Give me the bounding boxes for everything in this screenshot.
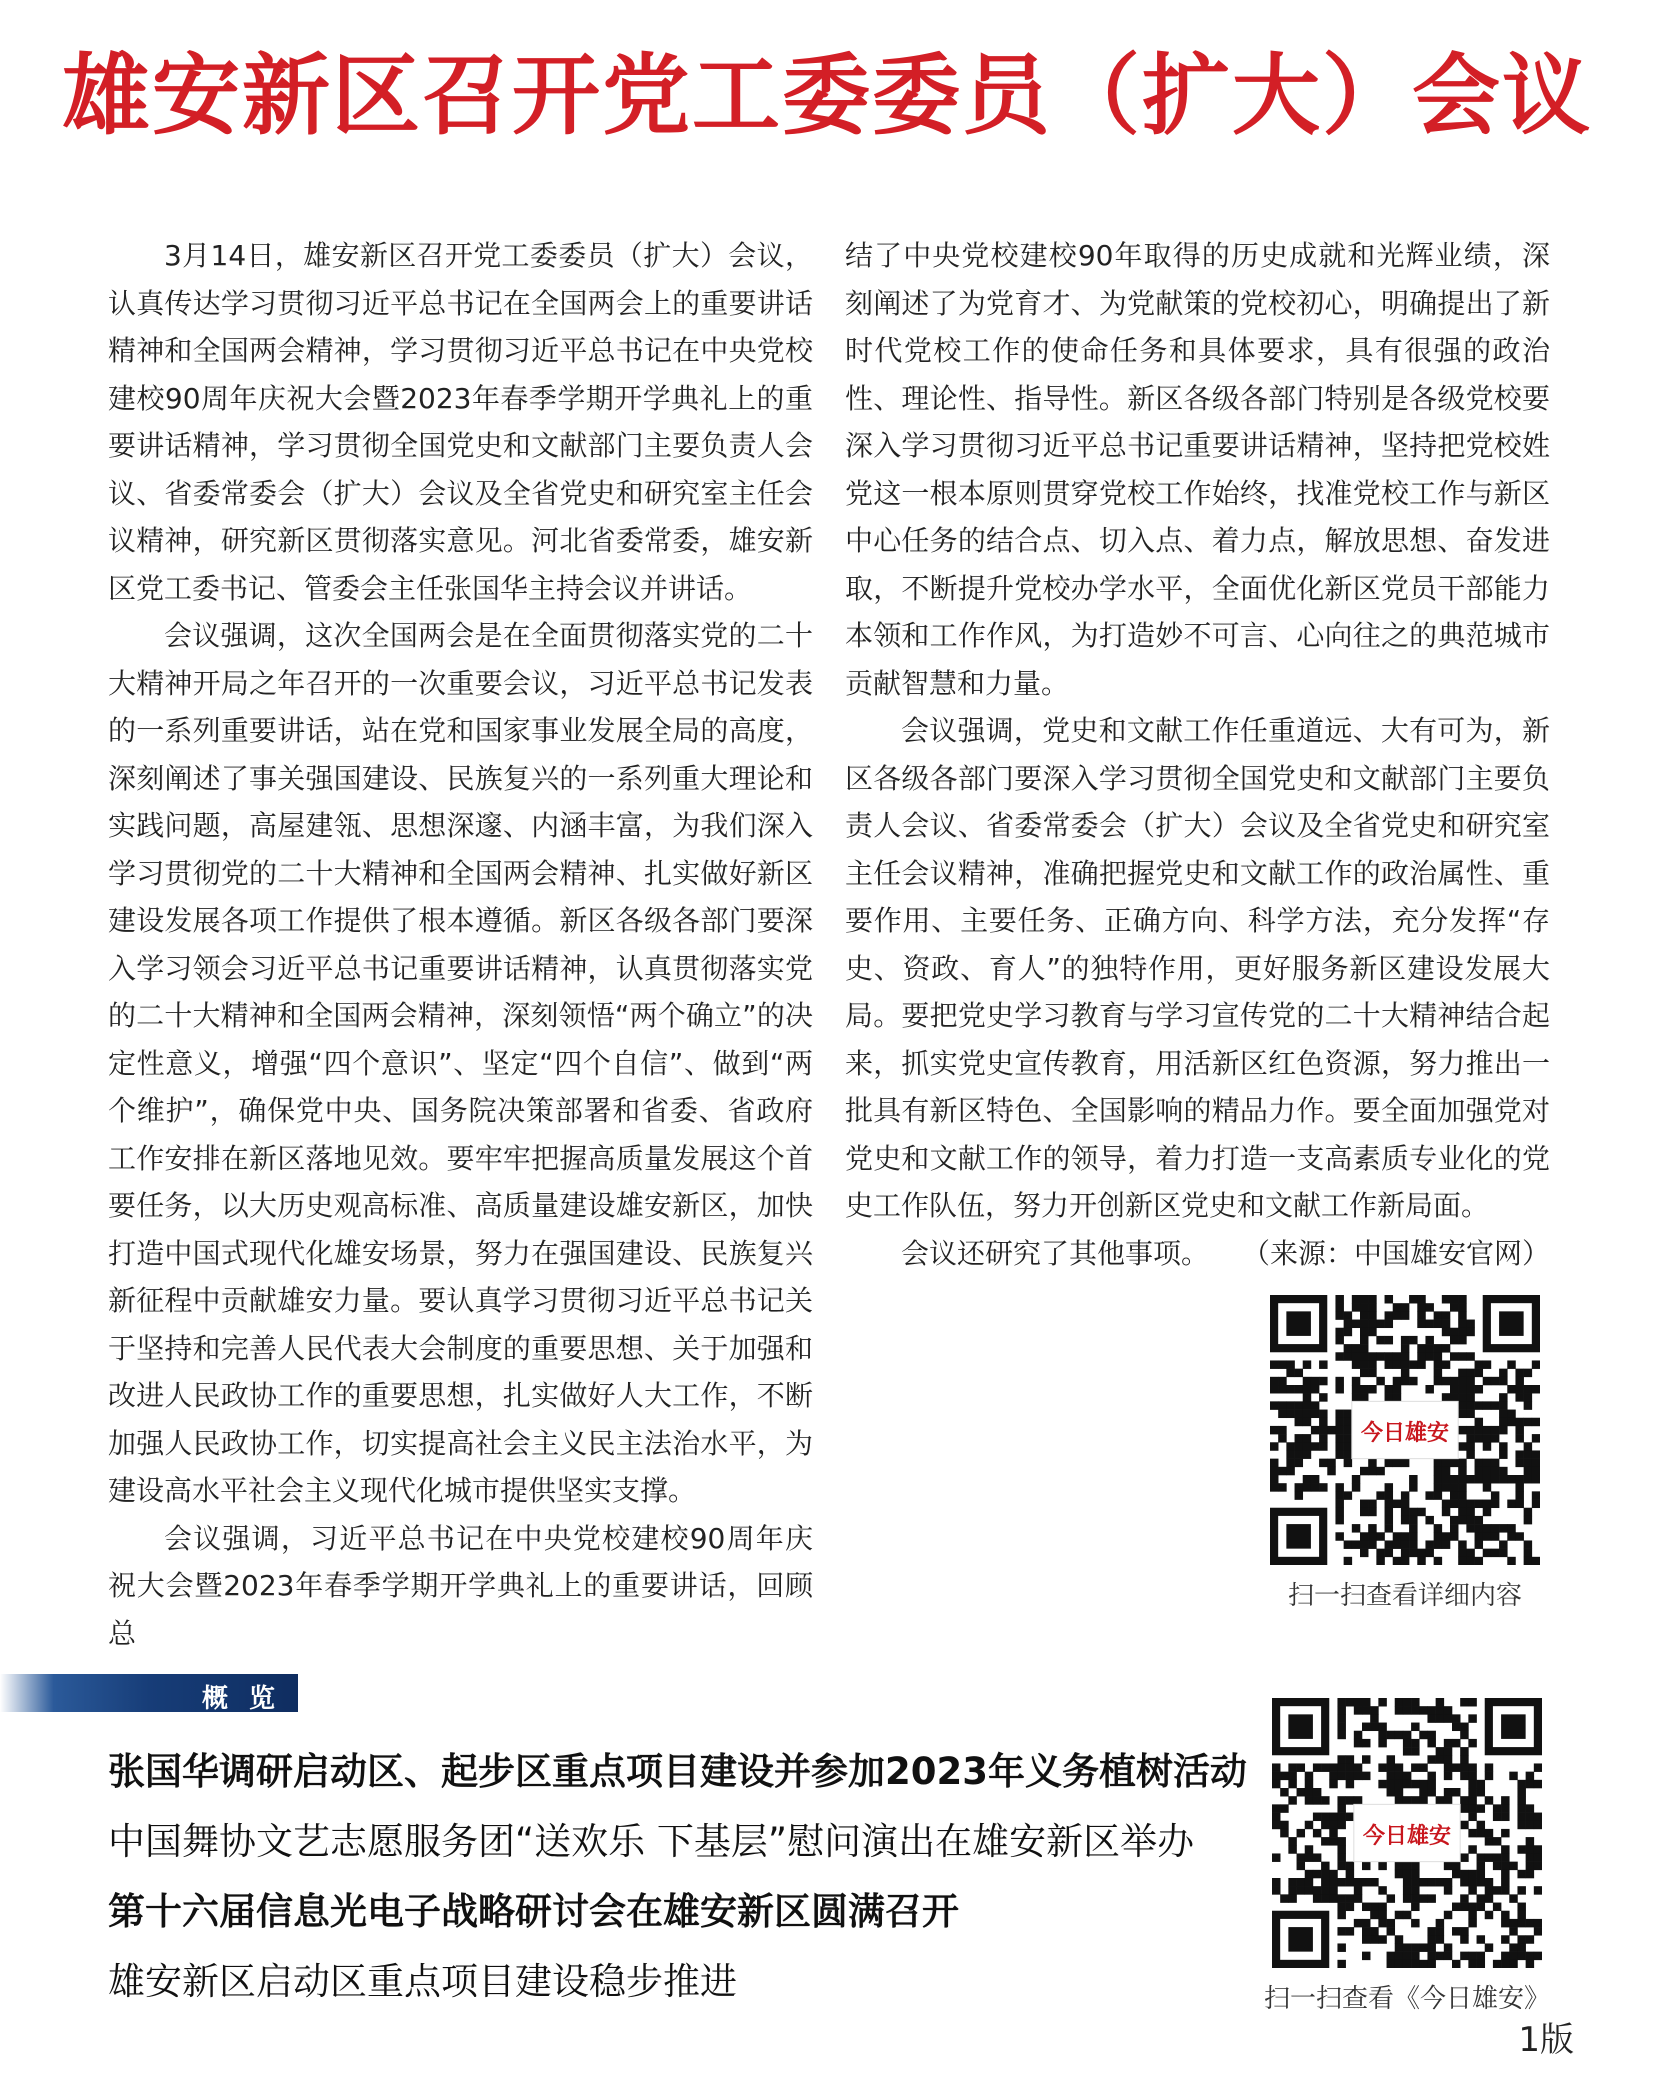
qr-caption: 扫一扫查看详细内容 bbox=[1287, 1581, 1522, 1611]
article-column-left bbox=[108, 232, 813, 1657]
headline-link[interactable]: 中国舞协文艺志愿服务团“送欢乐 下基层”慰问演出在雄安新区举办 bbox=[108, 1820, 1195, 1863]
page-number: 1版 bbox=[1518, 2020, 1574, 2060]
headline-link[interactable]: 张国华调研启动区、起步区重点项目建设并参加2023年义务植树活动 bbox=[108, 1750, 1247, 1793]
overview-headlines bbox=[108, 1748, 1258, 2028]
svg-text:今日雄安: 今日雄安 bbox=[1362, 1822, 1452, 1849]
overview-label-bar bbox=[0, 1674, 298, 1712]
qr-code-icon bbox=[1272, 1698, 1542, 1968]
article-paragraph: 3月14日，雄安新区召开党工委委员（扩大）会议，认真传达学习贯彻习近平总书记在全国两会上的重要讲话精神和全国两会精神，学习贯彻习近平总书记在中央党校建校90周年庆祝大会暨2023年春季学期开学典礼上的重要讲话精神，学习贯彻全国党史和文献部门主要负责人会议、省委常委会（扩大）会议及全省党史和研究室主任会议精神，研究新区贯彻落实意见。河北省委常委，雄安新区党工委书记、管委会主任张国华主持会议并讲话。 bbox=[108, 239, 813, 605]
closing-text: 会议还研究了其他事项。 bbox=[901, 1236, 1210, 1270]
overview-label: 概 览 bbox=[202, 1684, 282, 1714]
source-text: （来源：中国雄安官网） bbox=[1241, 1236, 1550, 1270]
headline-link[interactable]: 第十六届信息光电子战略研讨会在雄安新区圆满召开 bbox=[108, 1890, 959, 1933]
qr-caption: 扫一扫查看《今日雄安》 bbox=[1263, 1984, 1550, 2014]
article-paragraph: 结了中央党校建校90年取得的历史成就和光辉业绩，深刻阐述了为党育才、为党献策的党校初心，明确提出了新时代党校工作的使命任务和具体要求，具有很强的政治性、理论性、指导性。新区各级各部门特别是各级党校要深入学习贯彻习近平总书记重要讲话精神，坚持把党校姓党这一根本原则贯穿党校工作始终，找准党校工作与新区中心任务的结合点、切入点、着力点，解放思想、奋发进取，不断提升党校办学水平，全面优化新区党员干部能力本领和工作作风，为打造妙不可言、心向往之的典范城市贡献智慧和力量。 bbox=[845, 239, 1550, 700]
qr-code-detail[interactable] bbox=[1270, 1295, 1540, 1612]
qr-code-icon bbox=[1270, 1295, 1540, 1565]
article-paragraph: 会议强调，这次全国两会是在全面贯彻落实党的二十大精神开局之年召开的一次重要会议，习近平总书记发表的一系列重要讲话，站在党和国家事业发展全局的高度，深刻阐述了事关强国建设、民族复兴的一系列重大理论和实践问题，高屋建瓴、思想深邃、内涵丰富，为我们深入学习贯彻党的二十大精神和全国两会精神、扎实做好新区建设发展各项工作提供了根本遵循。新区各级各部门要深入学习领会习近平总书记重要讲话精神，认真贯彻落实党的二十大精神和全国两会精神，深刻领悟“两个确立”的决定性意义，增强“四个意识”、坚定“四个自信”、做到“两个维护”，确保党中央、国务院决策部署和省委、省政府工作安排在新区落地见效。要牢牢把握高质量发展这个首要任务，以大历史观高标准、高质量建设雄安新区，加快打造中国式现代化雄安场景，努力在强国建设、民族复兴新征程中贡献雄安力量。要认真学习贯彻习近平总书记关于坚持和完善人民代表大会制度的重要思想、关于加强和改进人民政协工作的重要思想，扎实做好人大工作，不断加强人民政协工作，切实提高社会主义民主法治水平，为建设高水平社会主义现代化城市提供坚实支撑。 bbox=[108, 619, 813, 1507]
closing-line bbox=[845, 1230, 1550, 1278]
headline-link[interactable]: 雄安新区启动区重点项目建设稳步推进 bbox=[108, 1960, 737, 2003]
qr-code-newspaper[interactable] bbox=[1262, 1698, 1552, 2015]
svg-text:今日雄安: 今日雄安 bbox=[1360, 1419, 1450, 1446]
article-column-right bbox=[845, 232, 1550, 1277]
article-paragraph: 会议强调，党史和文献工作任重道远、大有可为，新区各级各部门要深入学习贯彻全国党史和文献部门主要负责人会议、省委常委会（扩大）会议及全省党史和研究室主任会议精神，准确把握党史和文献工作的政治属性、重要作用、主要任务、正确方向、科学方法，充分发挥“存史、资政、育人”的独特作用，更好服务新区建设发展大局。要把党史学习教育与学习宣传党的二十大精神结合起来，抓实党史宣传教育，用活新区红色资源，努力推出一批具有新区特色、全国影响的精品力作。要全面加强党对党史和文献工作的领导，着力打造一支高素质专业化的党史工作队伍，努力开创新区党史和文献工作新局面。 bbox=[845, 714, 1550, 1222]
headline: 雄安新区召开党工委委员（扩大）会议 bbox=[61, 43, 1592, 147]
article-paragraph: 会议强调，习近平总书记在中央党校建校90周年庆祝大会暨2023年春季学期开学典礼上的重要讲话，回顾总 bbox=[108, 1521, 813, 1650]
